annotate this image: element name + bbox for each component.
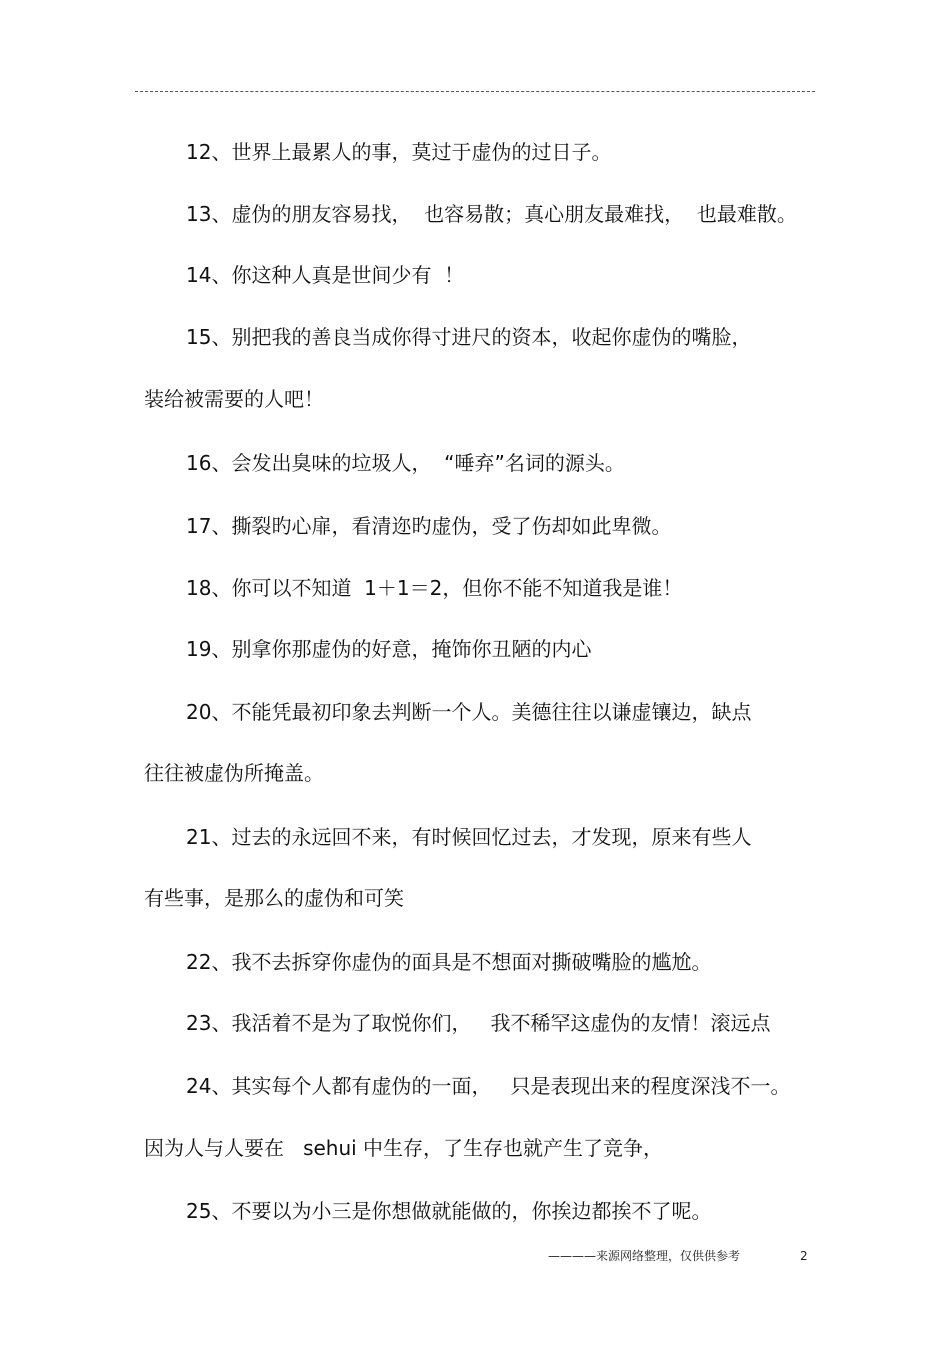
- text-line: 22、我不去拆穿你虚伪的面具是不想面对撕破嘴脸的尴尬。: [186, 950, 712, 974]
- text-line: 15、别把我的善良当成你得寸进尺的资本，收起你虚伪的嘴脸，: [186, 325, 752, 349]
- page-number: 2: [800, 1249, 808, 1263]
- text-line: 因为人与人要在 sehui 中生存，了生存也就产生了竞争，: [144, 1136, 664, 1160]
- text-line: 装给被需要的人吧！: [144, 387, 324, 411]
- text-line: 19、别拿你那虚伪的好意，掩饰你丑陋的内心: [186, 637, 592, 661]
- text-line: 往往被虚伪所掩盖。: [144, 761, 324, 785]
- text-line: 24、其实每个人都有虚伪的一面， 只是表现出来的程度深浅不一。: [186, 1074, 791, 1098]
- text-line: 23、我活着不是为了取悦你们， 我不稀罕这虚伪的友情！滚远点: [186, 1011, 771, 1035]
- text-line: 13、虚伪的朋友容易找， 也容易散；真心朋友最难找， 也最难散。: [186, 202, 797, 226]
- text-line: 25、不要以为小三是你想做就能做的，你挨边都挨不了呢。: [186, 1199, 712, 1223]
- text-line: 20、不能凭最初印象去判断一个人。美德往往以谦虚镶边，缺点: [186, 700, 752, 724]
- header-rule: [135, 91, 815, 92]
- footer-note: ————来源网络整理，仅供供参考: [548, 1249, 741, 1263]
- text-line: 有些事，是那么的虚伪和可笑: [144, 886, 404, 910]
- text-line: 21、过去的永远回不来，有时候回忆过去，才发现，原来有些人: [186, 825, 752, 849]
- text-line: 18、你可以不知道 1＋1＝2，但你不能不知道我是谁！: [186, 576, 683, 600]
- text-line: 16、会发出臭味的垃圾人， “唾弃”名词的源头。: [186, 451, 625, 475]
- text-line: 17、撕裂旳心扉，看清迩旳虚伪，受了伤却如此卑微。: [186, 514, 672, 538]
- text-line: 12、世界上最累人的事，莫过于虚伪的过日子。: [186, 140, 612, 164]
- text-line: 14、你这种人真是世间少有 ！: [186, 263, 465, 287]
